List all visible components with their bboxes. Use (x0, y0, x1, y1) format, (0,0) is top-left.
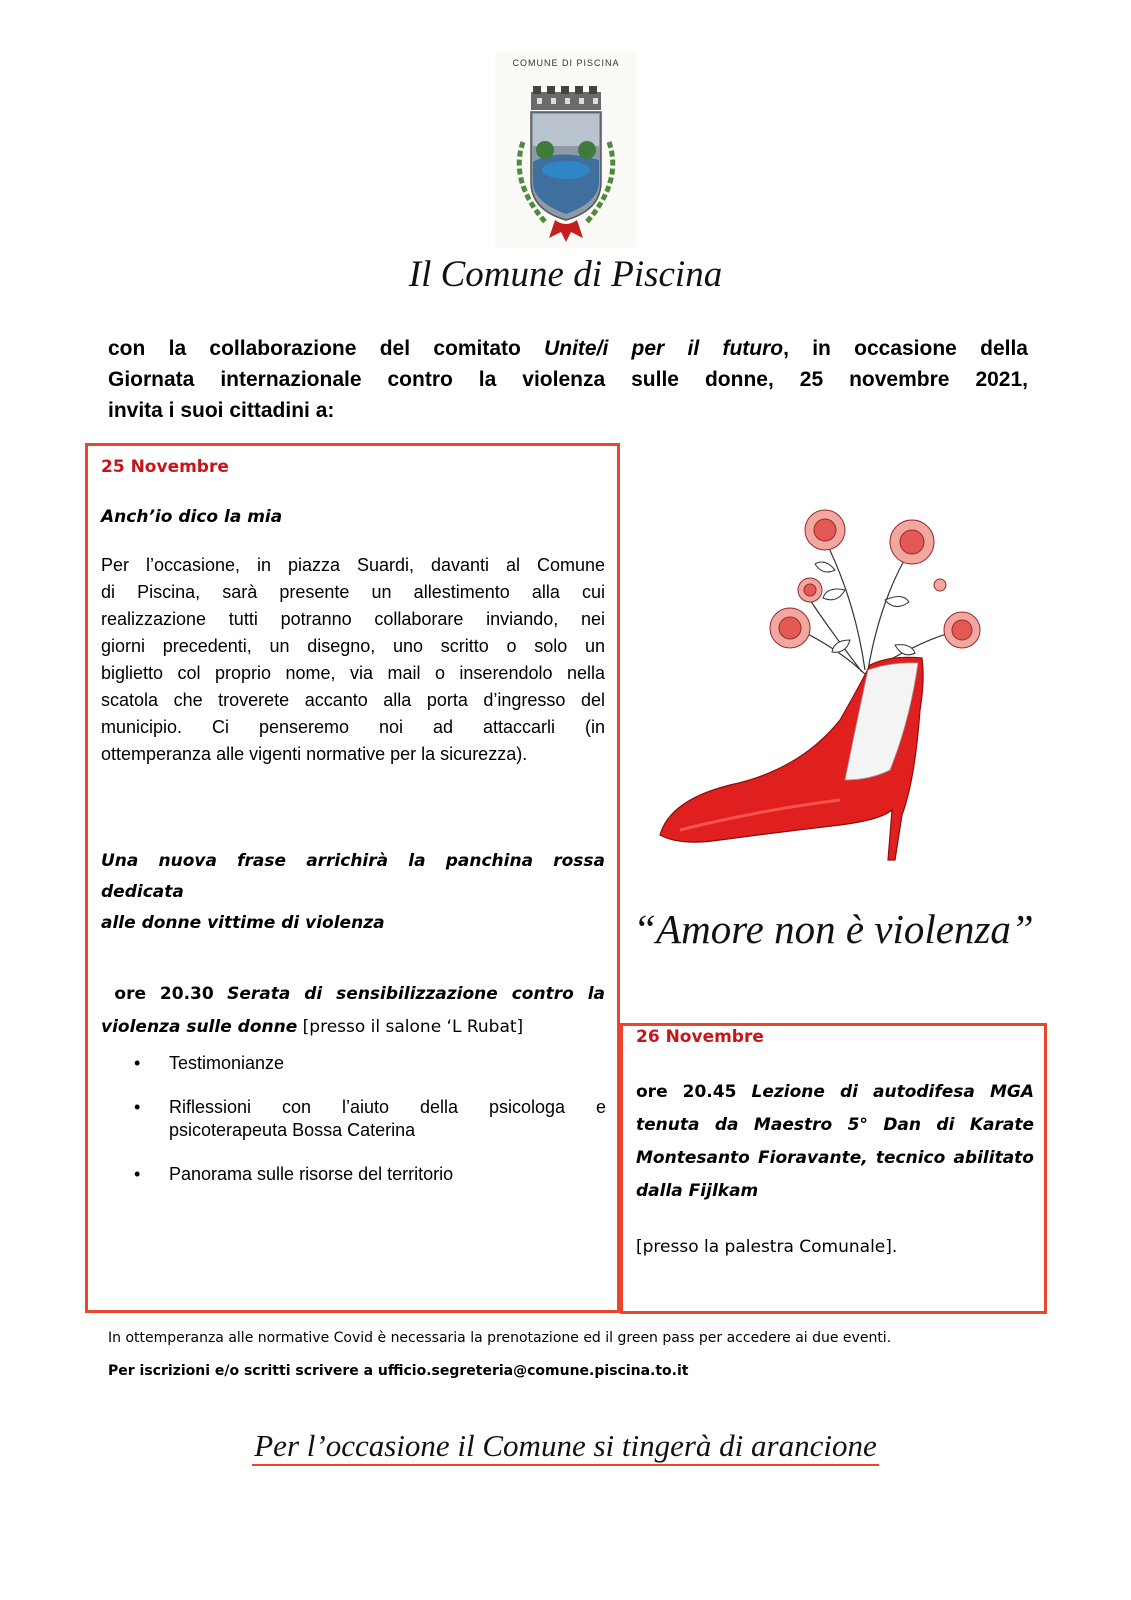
red-shoe-roses-illustration (640, 480, 1020, 870)
lesson-line-1 (636, 1076, 1034, 1109)
lesson-text: Montesanto Fioravante, tecnico abilitato (636, 1148, 1034, 1168)
registration-email-note: Per iscrizioni e/o scritti scrivere a ufficio.segreteria@comune.piscina.to.it (108, 1363, 689, 1379)
evening-title: Serata di sensibilizzazione contro la (227, 984, 605, 1004)
description-line: municipio. Ci penseremo noi ad attaccarli (in (101, 717, 605, 737)
bench-phrase-note (101, 846, 605, 939)
phrase-line: Una nuova frase arrichirà la panchina rossa dedicata (101, 851, 605, 902)
intro-paragraph (108, 333, 1028, 426)
list-item-text: • Testimonianze (169, 1053, 285, 1073)
lesson-line-2 (636, 1109, 1034, 1142)
description-line: ottemperanza alle vigenti normative per la sicurezza). (101, 744, 528, 764)
lesson-line-3 (636, 1142, 1034, 1175)
description-line: giorni precedenti, un disegno, uno scritto o solo un (101, 636, 605, 656)
intro-text: , in occasione della (783, 337, 1028, 360)
crest-label: COMUNE DI PISCINA (512, 58, 620, 68)
committee-name: Unite/i per il futuro (544, 337, 784, 360)
event-date-nov26: 26 Novembre (636, 1027, 764, 1047)
evening-program-list (134, 1052, 606, 1207)
list-item (134, 1163, 606, 1186)
coat-of-arms-icon (495, 52, 637, 248)
closing-text: Per l’occasione il Comune si tingerà di arancione (252, 1428, 878, 1466)
event-description (101, 552, 605, 768)
municipal-crest (495, 52, 637, 248)
lesson-text: Lezione di autodifesa MGA (751, 1082, 1034, 1102)
lesson-text: dalla Fijlkam (636, 1181, 759, 1201)
closing-statement (0, 1428, 1131, 1464)
evening-line-2 (101, 1011, 605, 1044)
intro-line-1 (108, 333, 1028, 364)
lesson-place: [presso la palestra Comunale]. (636, 1237, 898, 1257)
evening-event (101, 978, 605, 1044)
intro-line-2: Giornata internazionale contro la violenza sulle donne, 25 novembre 2021, (108, 368, 1028, 391)
lesson-text: tenuta da Maestro 5° Dan di Karate (636, 1115, 1034, 1135)
intro-text: con la collaborazione del comitato (108, 337, 545, 360)
description-line: scatola che troverete accanto alla porta d’ingresso del (101, 690, 605, 710)
covid-note: In ottemperanza alle normative Covid è necessaria la prenotazione ed il green pass per accedere ai due eventi. (108, 1330, 892, 1346)
phrase-line: alle donne vittime di violenza (101, 913, 385, 933)
description-line: di Piscina, sarà presente un allestimento alla cui (101, 582, 605, 602)
intro-line-3: invita i suoi cittadini a: (108, 399, 335, 422)
description-line: biglietto col proprio nome, via mail o inserendolo nella (101, 663, 605, 683)
list-item-text: • Riflessioni con l’aiuto della psicologa e (169, 1097, 606, 1117)
evening-line-1 (101, 978, 605, 1011)
lesson-time: ore 20.45 (636, 1082, 737, 1102)
lesson-line-4 (636, 1175, 1034, 1208)
list-item-text: psicoterapeuta Bossa Caterina (169, 1120, 416, 1140)
list-item (134, 1096, 606, 1142)
description-line: realizzazione tutti potranno collaborare inviando, nei (101, 609, 605, 629)
event-subtitle: Anch’io dico la mia (101, 507, 283, 527)
slogan: “Amore non è violenza” (633, 906, 1034, 952)
evening-place: [presso il salone ‘L Rubat] (302, 1017, 524, 1037)
page-title: Il Comune di Piscina (408, 254, 723, 295)
description-line: Per l’occasione, in piazza Suardi, davanti al Comune (101, 555, 605, 575)
evening-title-cont: violenza sulle donne (101, 1017, 298, 1037)
self-defense-lesson (636, 1076, 1034, 1208)
event-date-nov25: 25 Novembre (101, 457, 229, 477)
evening-time: ore 20.30 (114, 984, 214, 1004)
list-item-text: • Panorama sulle risorse del territorio (169, 1164, 454, 1184)
list-item (134, 1052, 606, 1075)
